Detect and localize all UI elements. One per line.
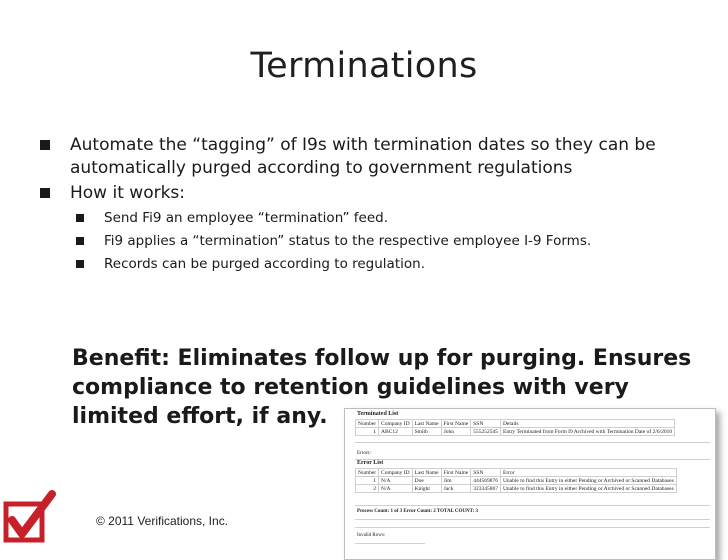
divider (355, 543, 425, 544)
column-header: Last Name (412, 469, 441, 477)
table-cell: 2 (356, 485, 379, 493)
table-cell: Jack (441, 485, 471, 493)
column-header: Last Name (412, 420, 441, 428)
slide-title: Terminations (250, 46, 478, 86)
bullet-text: How it works: (70, 183, 186, 203)
sub-bullet-text: Fi9 applies a “termination” status to the respective employee I-9 Forms. (104, 233, 592, 249)
table-cell: Unable to find this Entry in either Pending or Archived or Scanned Databases (500, 485, 676, 493)
table-cell: Unable to find this Entry in either Pending or Archived or Scanned Databases (500, 477, 676, 485)
column-header: SSN (471, 420, 501, 428)
table-cell: 323345867 (471, 485, 501, 493)
table-cell: 1 (356, 428, 379, 436)
divider (355, 442, 710, 443)
table-cell: N/A (379, 485, 413, 493)
table-row (356, 477, 677, 485)
sub-bullet-text: Send Fi9 an employee “termination” feed. (104, 210, 389, 226)
table-cell: Smith (412, 428, 441, 436)
terminated-list-title: Terminated List (357, 411, 399, 417)
table-cell: John (441, 428, 471, 436)
bullet-square-icon (40, 188, 50, 198)
bullet-square-icon (76, 260, 84, 268)
error-table (355, 468, 677, 493)
invalid-rows-label: Invalid Rows: (357, 533, 386, 538)
table-cell: 1 (356, 477, 379, 485)
table-cell: 444569876 (471, 477, 501, 485)
table-cell: Entry Terminated from Form I9 Archived with Termination Date of 2/6/2010 (500, 428, 674, 436)
table-cell: ABC12 (379, 428, 413, 436)
sub-bullet-item (38, 230, 698, 253)
column-header: Company ID (379, 420, 413, 428)
error-list-title: Error List (357, 460, 384, 466)
column-header: Number (356, 420, 379, 428)
copyright-text: © 2011 Verifications, Inc. (96, 514, 229, 528)
bullet-item (38, 182, 698, 205)
divider (355, 505, 710, 506)
column-header: Details (500, 420, 674, 428)
bullet-item (38, 134, 698, 180)
errors-label: Errors: (357, 451, 371, 456)
table-cell: Knight (412, 485, 441, 493)
divider (355, 527, 710, 528)
divider (355, 519, 710, 520)
bullet-list (38, 134, 698, 276)
column-header: Number (356, 469, 379, 477)
bullet-square-icon (76, 214, 84, 222)
table-header-row (356, 469, 677, 477)
column-header: Error (500, 469, 676, 477)
column-header: First Name (441, 420, 471, 428)
divider (355, 459, 710, 460)
table-cell: 555252545 (471, 428, 501, 436)
sub-bullet-text: Records can be purged according to regulation. (104, 256, 425, 272)
table-cell: Jim (441, 477, 471, 485)
sub-bullet-item (38, 207, 698, 230)
column-header: Company ID (379, 469, 413, 477)
column-header: SSN (471, 469, 501, 477)
sub-bullet-item (38, 253, 698, 276)
table-cell: N/A (379, 477, 413, 485)
table-cell: Doe (412, 477, 441, 485)
table-row (356, 485, 677, 493)
bullet-text: Automate the “tagging” of I9s with termination dates so they can be automatically purged according to government regulations (70, 135, 656, 178)
verifications-checkmark-logo-icon (0, 490, 56, 546)
benefit-statement: Benefit: Eliminates follow up for purging. Ensures compliance to retention guidelines with very limited effort, if any. (72, 346, 692, 429)
table-row (356, 428, 675, 436)
terminated-table (355, 419, 675, 436)
column-header: First Name (441, 469, 471, 477)
bullet-square-icon (76, 237, 84, 245)
table-header-row (356, 420, 675, 428)
bullet-square-icon (40, 140, 50, 150)
report-screenshot (344, 408, 716, 560)
process-count: Process Count: 1 of 3 Error Count: 2 TOTAL COUNT: 3 (357, 509, 479, 514)
